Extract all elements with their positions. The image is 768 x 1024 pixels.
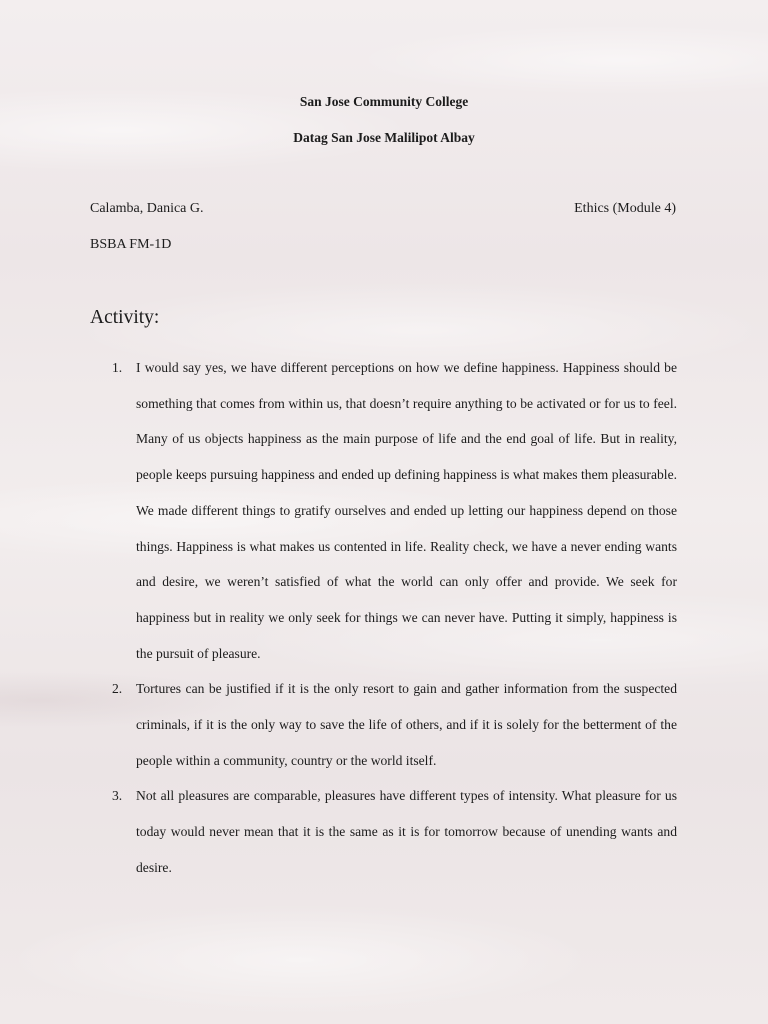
answer-number: 3.: [112, 788, 123, 804]
answer-item-2: [0, 671, 677, 778]
answer-text: Tortures can be justified if it is the only resort to gain and gather information from the suspected criminals, if it is the only way to save the life of others, and if it is solely for the betterment of the people within a community, country or the world itself.: [136, 681, 677, 768]
answer-number: 1.: [112, 360, 123, 375]
activity-answers-list: [0, 350, 768, 886]
answer-item-1: [0, 350, 677, 671]
activity-heading: Activity:: [90, 307, 160, 328]
student-section: BSBA FM-1D: [90, 237, 172, 252]
student-name: Calamba, Danica G.: [90, 201, 204, 216]
college-name: San Jose Community College: [299, 94, 469, 109]
answer-text: Not all pleasures are comparable, pleasures have different types of intensity. What pleasure for us today would never mean that it is the same as it is for tomorrow because of unending wants and desire.: [136, 788, 677, 875]
subject-label: Ethics (Module 4): [574, 201, 676, 216]
answer-item-3: [0, 778, 677, 885]
answer-number: 2.: [112, 681, 123, 697]
college-address: Datag San Jose Malilipot Albay: [293, 130, 475, 145]
answer-text: I would say yes, we have different perceptions on how we define happiness. Happiness should be something that comes from within us, that doesn’t require anything to be activated or for us to feel. Many of us objects happiness as the main purpose of life and the end goal of life. But in reality, people keeps pursuing happiness and ended up defining happiness is what makes them pleasurable. We made different things to gratify ourselves and ended up letting our happiness depend on those things. Happiness is what makes us contented in life. Reality check, we have a never ending wants and desire, we weren’t satisfied of what the world can only offer and provide. We seek for happiness but in reality we only seek for things we can never have. Putting it simply, happiness is the pursuit of pleasure.: [136, 360, 677, 661]
